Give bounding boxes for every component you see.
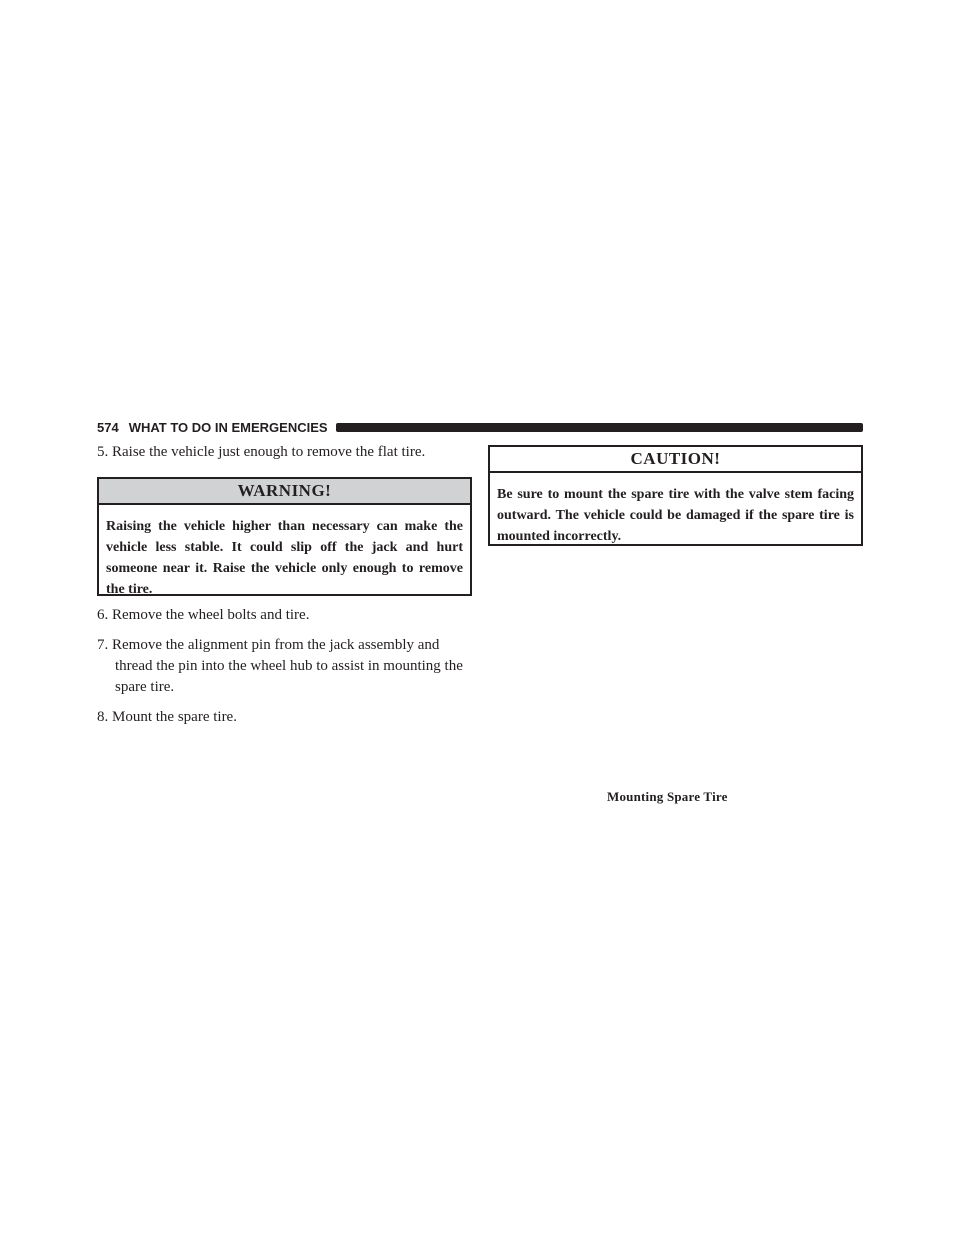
warning-box: [97, 477, 472, 596]
caution-title: CAUTION!: [490, 447, 861, 473]
page-header: [97, 418, 863, 436]
warning-text: Raising the vehicle higher than necessary can make the vehicle less stable. It could slip off the jack and hurt someone near it. Raise the vehicle only enough to remove the tire.: [106, 519, 463, 597]
header-rule: [336, 423, 863, 432]
step-7-text: 7. Remove the alignment pin from the jack assembly and thread the pin into the wheel hub to assist in mounting the spare tire.: [97, 637, 463, 695]
step-6-text: 6. Remove the wheel bolts and tire.: [97, 607, 310, 623]
warning-title: WARNING!: [99, 479, 470, 505]
caution-text: Be sure to mount the spare tire with the valve stem facing outward. The vehicle could be damaged if the spare tire is mounted incorrectly.: [497, 487, 854, 544]
step-8-text: 8. Mount the spare tire.: [97, 709, 237, 725]
page-number: 574: [97, 419, 119, 435]
figure-caption: Mounting Spare Tire: [607, 789, 728, 804]
left-column: [97, 442, 472, 728]
right-column: [488, 445, 863, 546]
step-5-text: 5. Raise the vehicle just enough to remove the flat tire.: [97, 444, 426, 460]
caution-box: [488, 445, 863, 546]
section-title: WHAT TO DO IN EMERGENCIES: [128, 419, 328, 435]
